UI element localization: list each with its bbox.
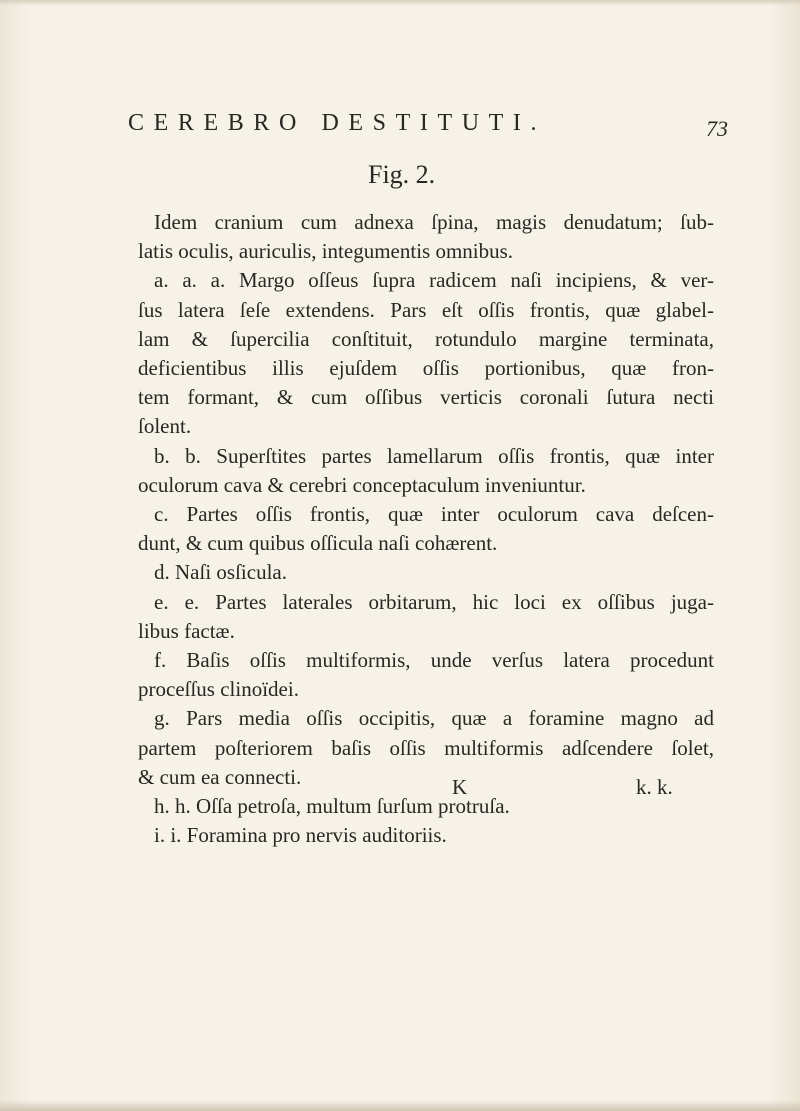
text-line: ſolent. <box>138 414 192 439</box>
text-line: libus factæ. <box>138 618 235 643</box>
text-line: i. i. Foramina pro nervis auditoriis. <box>154 823 447 848</box>
text-line: lam & ſupercilia conſtituit, rotundulo margine terminata, <box>138 326 714 351</box>
figure-label: Fig. 2. <box>368 160 436 189</box>
body-text <box>138 208 714 850</box>
text-line: Idem cranium cum adnexa ſpina, magis denudatum; ſub- <box>154 210 714 234</box>
paragraph-b <box>138 442 714 500</box>
text-line: partem poſteriorem baſis oſſis multiformis adſcendere ſolet, <box>138 735 714 760</box>
text-line: g. Pars media oſſis occipitis, quæ a foramine magno ad <box>154 706 714 731</box>
paragraph-intro <box>138 208 714 266</box>
signature-mark: K <box>452 775 468 799</box>
text-line: deficientibus illis ejuſdem oſſis portionibus, quæ fron- <box>138 356 714 381</box>
text-line: latis oculis, auriculis, integumentis omnibus. <box>138 239 514 264</box>
paragraph-i <box>138 821 714 850</box>
catchwords <box>452 775 722 805</box>
text-line: dunt, & cum quibus oſſicula naſi cohærent. <box>138 531 498 556</box>
paragraph-c <box>138 500 714 558</box>
page-bottom-edge <box>0 1100 800 1111</box>
page-number: 73 <box>706 116 728 141</box>
text-line: h. h. Oſſa petroſa, multum ſurſum protruſa. <box>154 794 510 819</box>
paragraph-f <box>138 646 714 704</box>
text-line: a. a. a. Margo oſſeus ſupra radicem naſi incipiens, & ver- <box>154 268 714 293</box>
text-line: c. Partes oſſis frontis, quæ inter oculorum cava deſcen- <box>154 502 714 527</box>
catchword: k. k. <box>636 775 673 799</box>
text-line: oculorum cava & cerebri conceptaculum inveniuntur. <box>138 472 586 497</box>
text-line: tem formant, & cum oſſibus verticis coronali ſutura necti <box>138 385 714 410</box>
paragraph-e <box>138 588 714 646</box>
text-line: e. e. Partes laterales orbitarum, hic loci ex oſſibus juga- <box>154 589 714 614</box>
text-line: b. b. Superſtites partes lamellarum oſſis frontis, quæ inter <box>154 443 714 468</box>
text-line: f. Baſis oſſis multiformis, unde verſus latera procedunt <box>154 648 714 673</box>
text-line: ſus latera ſeſe extendens. Pars eſt oſſis frontis, quæ glabel- <box>138 297 714 322</box>
page-top-edge <box>0 0 800 6</box>
text-line: & cum ea connecti. <box>138 764 302 789</box>
text-line: d. Naſi osſicula. <box>154 560 287 585</box>
paragraph-d <box>138 558 714 587</box>
paragraph-a <box>138 266 714 441</box>
running-title: CEREBRO DESTITUTI. <box>128 110 547 136</box>
text-line: proceſſus clinoïdei. <box>138 677 299 702</box>
running-head <box>128 110 728 140</box>
